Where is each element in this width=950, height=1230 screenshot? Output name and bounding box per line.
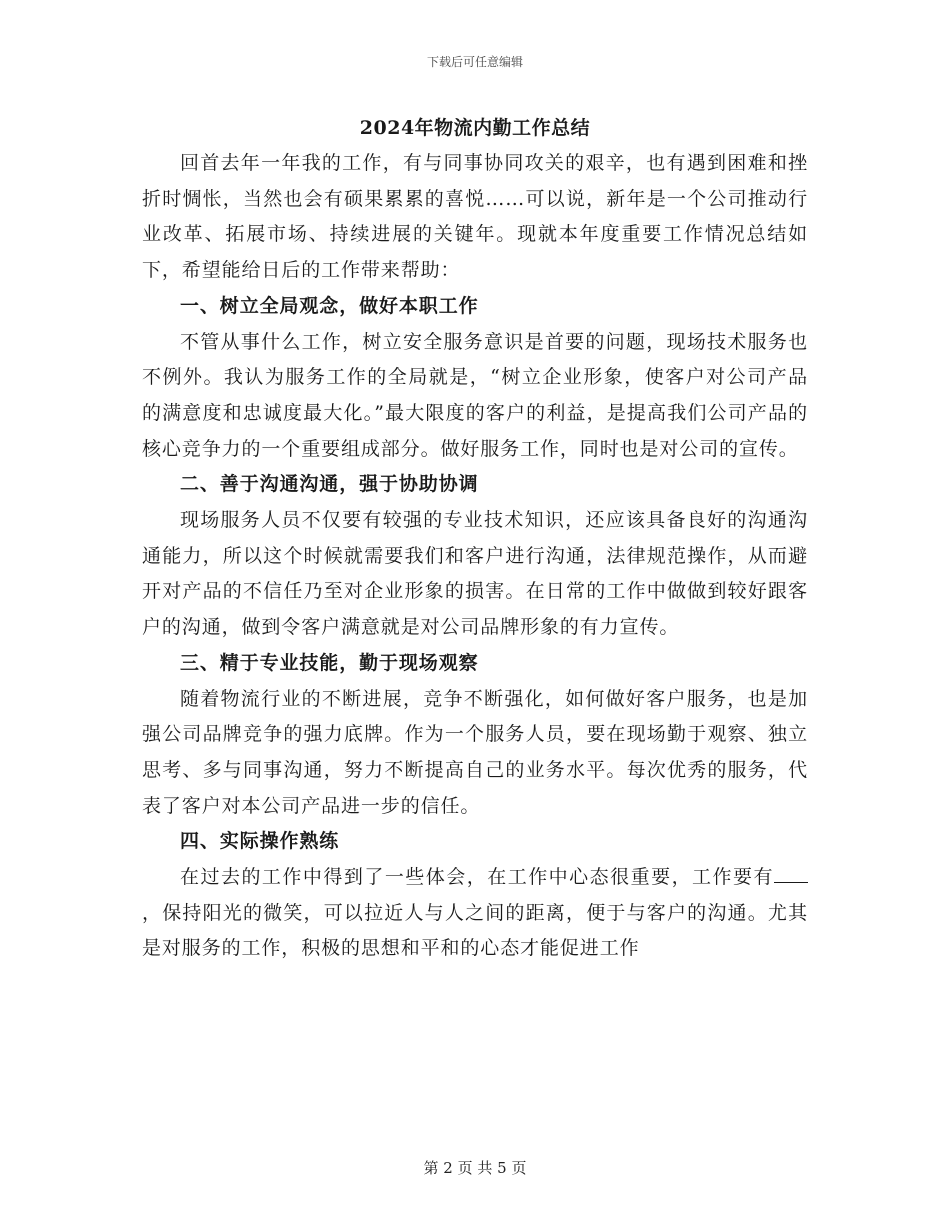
section-heading-1: 一、树立全局观念，做好本职工作 <box>180 294 479 317</box>
section-body-4 <box>142 860 808 967</box>
section-heading-2: 二、善于沟通沟通，强于协助协调 <box>180 473 479 496</box>
document-title: 2024年物流内勤工作总结 <box>359 117 591 139</box>
fill-in-blank <box>774 866 808 883</box>
section-heading-3: 三、精于专业技能，勤于现场观察 <box>180 651 479 674</box>
section-body-4-part-1: 在过去的工作中得到了一些体会，在工作中心态很重要，工作要有 <box>180 866 774 889</box>
section-body-2: 现场服务人员不仅要有较强的专业技术知识，还应该具备良好的沟通沟通能力，所以这个时候就需要我们和客户进行沟通，法律规范操作，从而避开对产品的不信任乃至对企业形象的损害。在日常的工作中做做到较好跟客户的沟通，做到令客户满意就是对公司品牌形象的有力宣传。 <box>142 509 808 639</box>
page-header-note: 下载后可任意编辑 <box>426 55 523 69</box>
section-body-3: 随着物流行业的不断进展，竞争不断强化，如何做好客户服务，也是加强公司品牌竞争的强力底牌。作为一个服务人员，要在现场勤于观察、独立思考、多与同事沟通，努力不断提高自己的业务水平。每次优秀的服务，代表了客户对本公司产品进一步的信任。 <box>142 687 808 817</box>
section-body-4-part-2: ，保持阳光的微笑，可以拉近人与人之间的距离，便于与客户的沟通。尤其是对服务的工作，积极的思想和平和的心态才能促进工作 <box>142 901 808 960</box>
page-number: 第 2 页 共 5 页 <box>423 1159 527 1177</box>
intro-paragraph: 回首去年一年我的工作，有与同事协同攻关的艰辛，也有遇到困难和挫折时惆怅，当然也会有硕果累累的喜悦……可以说，新年是一个公司推动行业改革、拓展市场、持续进展的关键年。现就本年度重要工作情况总结如下，希望能给日后的工作带来帮助： <box>142 152 808 282</box>
section-body-1: 不管从事什么工作，树立安全服务意识是首要的问题，现场技术服务也不例外。我认为服务工作的全局就是，“树立企业形象，使客户对公司产品的满意度和忠诚度最大化。”最大限度的客户的利益，是提高我们公司产品的核心竞争力的一个重要组成部分。做好服务工作，同时也是对公司的宣传。 <box>142 330 808 460</box>
document-body <box>142 146 808 967</box>
section-heading-4: 四、实际操作熟练 <box>180 830 340 853</box>
